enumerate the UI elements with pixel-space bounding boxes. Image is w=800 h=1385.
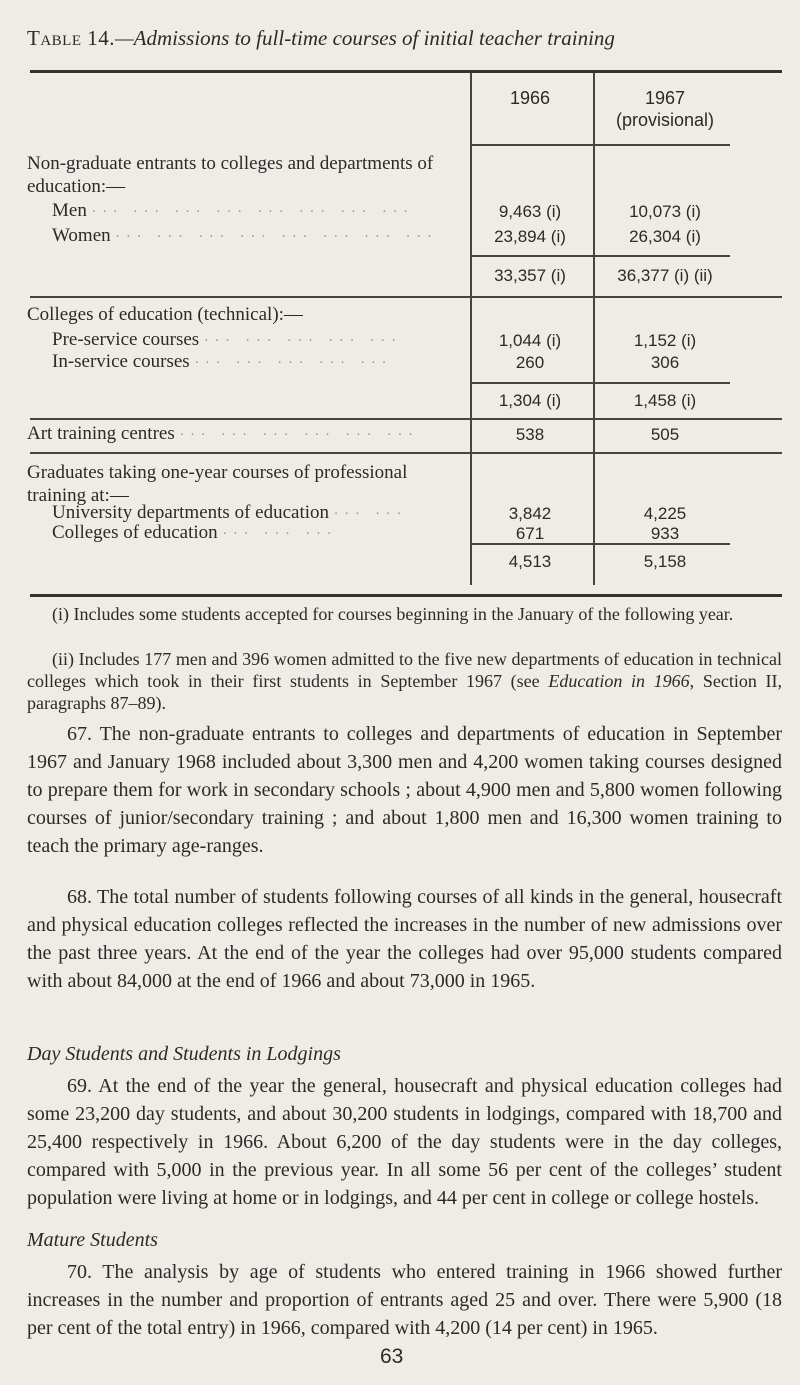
table-title bbox=[27, 26, 797, 51]
subtotal-rule bbox=[472, 255, 730, 257]
cell-colleges-1966: 671 bbox=[515, 524, 545, 543]
subtotal-rule bbox=[472, 543, 730, 545]
leader-dots: ··· ··· ··· ··· ··· ··· ··· ··· bbox=[91, 205, 414, 220]
leader-dots: ··· ··· ··· ··· ··· bbox=[194, 356, 393, 371]
table-bottom-rule bbox=[30, 594, 782, 597]
table-top-rule bbox=[30, 70, 782, 73]
cell-nongrad-total-1966: 33,357 (i) bbox=[494, 266, 566, 285]
cell-preservice-1966: 1,044 (i) bbox=[498, 331, 562, 350]
section-rule bbox=[30, 296, 782, 298]
table-title-lead: Table 14. bbox=[27, 26, 115, 50]
cell-graduates-total-1966: 4,513 bbox=[508, 552, 552, 571]
section-heading-nongrad: Non-graduate entrants to colleges and departments of education:— bbox=[27, 153, 434, 197]
row-label-preservice: Pre-service courses ··· ··· ··· ··· ··· bbox=[52, 329, 402, 350]
section-rule bbox=[30, 452, 782, 454]
column-header-1967-sub: (provisional) bbox=[615, 110, 715, 130]
cell-men-1966: 9,463 (i) bbox=[498, 202, 562, 221]
leader-dots: ··· ··· ··· ··· ··· ··· bbox=[179, 428, 419, 443]
row-label-women: Women ··· ··· ··· ··· ··· ··· ··· ··· bbox=[52, 225, 438, 246]
row-label-men: Men ··· ··· ··· ··· ··· ··· ··· ··· bbox=[52, 200, 414, 221]
cell-inservice-1967: 306 bbox=[650, 353, 680, 372]
cell-technical-total-1966: 1,304 (i) bbox=[498, 391, 562, 410]
row-label-inservice: In-service courses ··· ··· ··· ··· ··· bbox=[52, 351, 393, 372]
section-heading-technical: Colleges of education (technical):— bbox=[27, 304, 303, 325]
leader-dots: ··· ··· bbox=[333, 507, 408, 522]
cell-women-1967: 26,304 (i) bbox=[629, 227, 701, 246]
heading-mature-students: Mature Students bbox=[27, 1229, 158, 1251]
row-label-university: University departments of education ··· ··· bbox=[52, 502, 408, 523]
cell-nongrad-total-1967: 36,377 (i) (ii) bbox=[617, 266, 713, 285]
heading-day-students: Day Students and Students in Lodgings bbox=[27, 1043, 341, 1065]
column-header-1967: 1967 bbox=[644, 88, 686, 108]
paragraph-67: 67. The non-graduate entrants to colleges and departments of education in September 1967 and January 1968 included about 3,300 men and 4,200 women taking courses designed to prepare them for work in secondary schools ; about 4,900 men and 5,800 women following courses of junior/secondary training ; and about 1,800 men and 16,300 women training to teach the primary age-ranges. bbox=[27, 723, 782, 857]
paragraph-69: 69. At the end of the year the general, housecraft and physical education colleges had some 23,200 day students, and about 30,200 students in lodgings, compared with 18,700 and 25,400 respectively in 1966. About 6,200 of the day students were in the day colleges, compared with 5,000 in the previous year. In all some 56 per cent of the colleges’ student population were living at home or in lodgings, and 44 per cent in college or college hostels. bbox=[27, 1075, 782, 1209]
subtotal-rule bbox=[472, 382, 730, 384]
row-label-art: Art training centres ··· ··· ··· ··· ··· ··· bbox=[27, 423, 419, 444]
cell-men-1967: 10,073 (i) bbox=[629, 202, 701, 221]
paragraph-70: 70. The analysis by age of students who entered training in 1966 showed further increases in the number and proportion of entrants aged 25 and over. There were 5,900 (18 per cent of the total entry) in 1966, compared with 4,200 (14 per cent) in 1965. bbox=[27, 1261, 782, 1339]
column-divider-1966 bbox=[470, 543, 472, 585]
column-divider-1967 bbox=[593, 543, 595, 585]
section-heading-graduates: Graduates taking one-year courses of professional training at:— bbox=[27, 462, 408, 506]
leader-dots: ··· ··· ··· ··· ··· bbox=[203, 334, 402, 349]
header-rule bbox=[472, 144, 730, 146]
leader-dots: ··· ··· ··· ··· ··· ··· ··· ··· bbox=[115, 230, 438, 245]
section-rule bbox=[30, 418, 782, 420]
cell-university-1966: 3,842 bbox=[508, 504, 552, 523]
paragraph-68: 68. The total number of students following courses of all kinds in the general, housecraft and physical education colleges reflected the increases in the number of new admissions over the past three years. At the end of the year the colleges had over 95,000 students compared with about 84,000 at the end of 1966 and about 73,000 in 1965. bbox=[27, 886, 782, 992]
page-number: 63 bbox=[380, 1345, 404, 1368]
cell-women-1966: 23,894 (i) bbox=[494, 227, 566, 246]
row-label-colleges: Colleges of education ··· ··· ··· bbox=[52, 522, 338, 543]
cell-technical-total-1967: 1,458 (i) bbox=[633, 391, 697, 410]
cell-inservice-1966: 260 bbox=[515, 353, 545, 372]
cell-university-1967: 4,225 bbox=[643, 504, 687, 523]
leader-dots: ··· ··· ··· bbox=[222, 527, 338, 542]
footnote-i: (i) Includes some students accepted for courses beginning in the January of the following year. bbox=[52, 604, 734, 624]
column-header-1966: 1966 bbox=[509, 88, 551, 108]
cell-art-1967: 505 bbox=[650, 425, 680, 444]
footnote-ii: (ii) Includes 177 men and 396 women admitted to the five new departments of education in technical colleges which took in their first students in September 1967 (see Education in 1966, Section II, paragraphs 87–89). bbox=[27, 649, 782, 713]
cell-graduates-total-1967: 5,158 bbox=[643, 552, 687, 571]
cell-preservice-1967: 1,152 (i) bbox=[633, 331, 697, 350]
table-title-text: —Admissions to full-time courses of initial teacher training bbox=[115, 26, 615, 50]
cell-colleges-1967: 933 bbox=[650, 524, 680, 543]
cell-art-1966: 538 bbox=[515, 425, 545, 444]
